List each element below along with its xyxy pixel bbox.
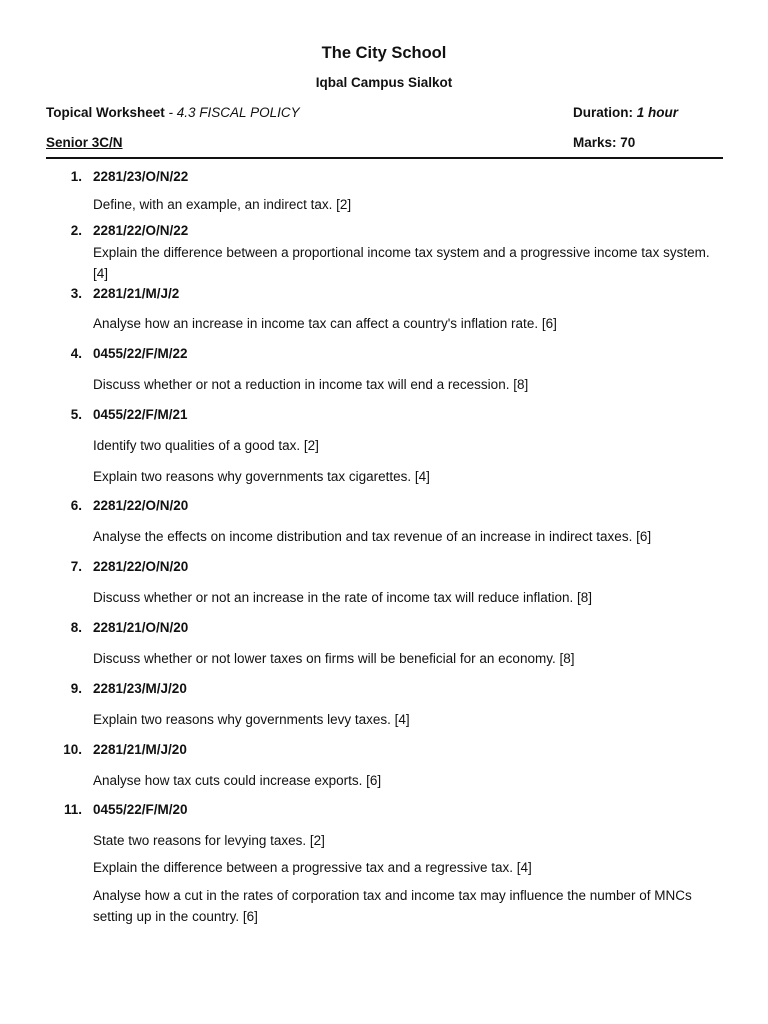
question-code: 2281/21/M/J/20 bbox=[93, 742, 187, 757]
question-number: 4. bbox=[70, 346, 82, 361]
question-number: 7. bbox=[70, 559, 82, 574]
question-text: Define, with an example, an indirect tax. [2] bbox=[93, 197, 352, 212]
question-code: 2281/23/O/N/22 bbox=[93, 169, 189, 184]
question-number: 10. bbox=[63, 742, 82, 757]
question-code: 2281/21/O/N/20 bbox=[93, 620, 189, 635]
question-text: Discuss whether or not lower taxes on firms will be beneficial for an economy. [8] bbox=[93, 651, 575, 666]
worksheet-label: Topical Worksheet bbox=[46, 105, 165, 120]
question-text: Explain two reasons why governments levy taxes. [4] bbox=[93, 712, 410, 727]
question-code: 2281/22/O/N/20 bbox=[93, 559, 189, 574]
question-text: Analyse how a cut in the rates of corporation tax and income tax may influence the number of MNCs setting up in the country. [6] bbox=[93, 888, 692, 924]
question-text: State two reasons for levying taxes. [2] bbox=[93, 833, 325, 848]
question-code: 2281/21/M/J/2 bbox=[93, 286, 180, 301]
duration bbox=[573, 105, 678, 120]
question-text: Discuss whether or not an increase in the rate of income tax will reduce inflation. [8] bbox=[93, 590, 592, 605]
question-number: 1. bbox=[70, 169, 82, 184]
worksheet-topic: 4.3 FISCAL POLICY bbox=[176, 105, 300, 120]
question-number: 8. bbox=[70, 620, 82, 635]
question-text: Analyse how tax cuts could increase exports. [6] bbox=[93, 773, 382, 788]
question-code: 0455/22/F/M/21 bbox=[93, 407, 188, 422]
question-text: Analyse how an increase in income tax can affect a country's inflation rate. [6] bbox=[93, 316, 557, 331]
header-divider bbox=[46, 157, 723, 159]
question-code: 0455/22/F/M/22 bbox=[93, 346, 188, 361]
question-code: 0455/22/F/M/20 bbox=[93, 802, 188, 817]
question-text: Identify two qualities of a good tax. [2] bbox=[93, 438, 319, 453]
question-text: Explain two reasons why governments tax cigarettes. [4] bbox=[93, 469, 430, 484]
question-number: 3. bbox=[70, 286, 82, 301]
question-number: 11. bbox=[63, 802, 82, 817]
question-text: Explain the difference between a proportional income tax system and a progressive income tax system. [4] bbox=[93, 245, 710, 281]
worksheet-separator: - bbox=[164, 105, 177, 120]
question-number: 2. bbox=[70, 223, 82, 238]
duration-value: 1 hour bbox=[636, 105, 679, 120]
marks-label: Marks: 70 bbox=[573, 135, 636, 150]
question-code: 2281/22/O/N/20 bbox=[93, 498, 189, 513]
question-code: 2281/23/M/J/20 bbox=[93, 681, 187, 696]
question-text: Analyse the effects on income distribution and tax revenue of an increase in indirect taxes. [6] bbox=[93, 529, 652, 544]
class-label: Senior 3C/N bbox=[46, 135, 123, 150]
campus-name: Iqbal Campus Sialkot bbox=[315, 75, 453, 90]
question-number: 6. bbox=[70, 498, 82, 513]
question-number: 9. bbox=[70, 681, 82, 696]
school-name: The City School bbox=[321, 44, 447, 62]
worksheet-title bbox=[46, 105, 300, 120]
question-number: 5. bbox=[70, 407, 82, 422]
question-code: 2281/22/O/N/22 bbox=[93, 223, 189, 238]
question-text: Discuss whether or not a reduction in income tax will end a recession. [8] bbox=[93, 377, 529, 392]
question-text: Explain the difference between a progressive tax and a regressive tax. [4] bbox=[93, 860, 532, 875]
duration-label: Duration: bbox=[573, 105, 637, 120]
